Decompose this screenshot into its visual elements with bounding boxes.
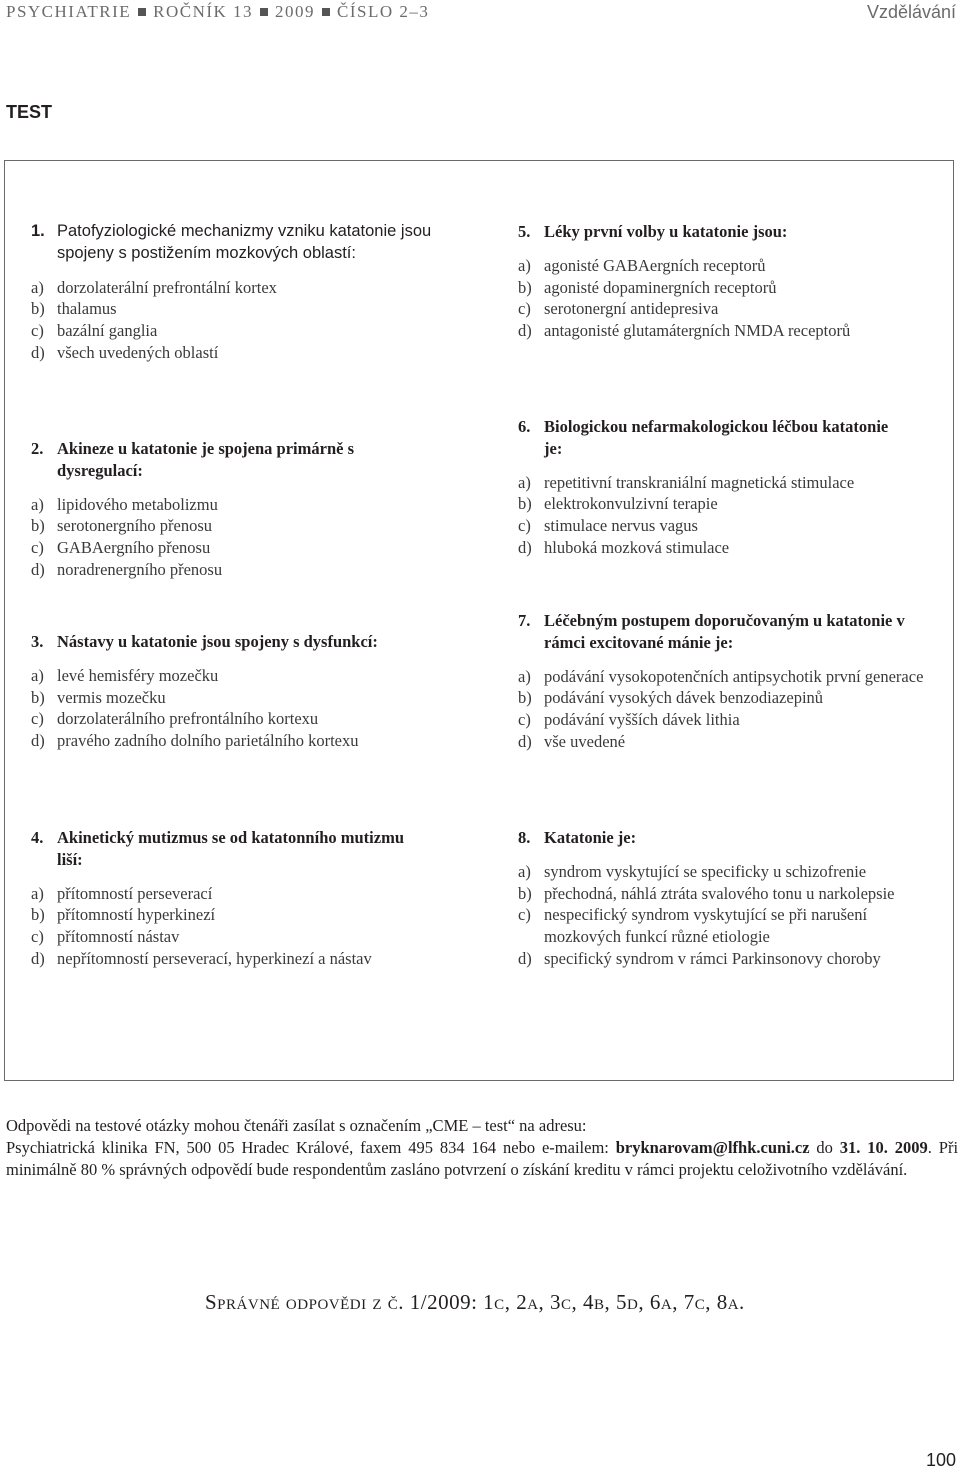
question-text: Akinetický mutizmus se od katatonního mutizmu liší: <box>57 828 404 869</box>
question-number: 2. <box>31 439 44 458</box>
answer-option: c) podávání vyšších dávek lithia <box>518 710 740 730</box>
question-number: 5. <box>518 222 531 241</box>
answer-option: d) specifický syndrom v rámci Parkinsonovy choroby <box>518 948 881 968</box>
page-title: TEST <box>6 102 53 122</box>
answer-option: c) nespecifický syndrom vyskytující se při narušení mozkových funkcí různé etiologie <box>518 905 868 947</box>
answer-option: a) podávání vysokopotenčních antipsychotik první generace <box>518 666 924 686</box>
question-number: 1. <box>31 222 45 240</box>
question-heading <box>518 416 904 460</box>
answer-option: c) bazální ganglia <box>31 321 158 341</box>
answer-option: c) dorzolaterálního prefrontálního kortexu <box>31 709 319 729</box>
question-number: 3. <box>31 632 44 651</box>
question-text: Léky první volby u katatonie jsou: <box>544 222 788 241</box>
answer-option: a) dorzolaterální prefrontální kortex <box>31 277 277 297</box>
question-text: Akineze u katatonie je spojena primárně s dysregulací: <box>57 439 354 480</box>
question-heading <box>31 438 441 482</box>
question-number: 4. <box>31 828 44 847</box>
instructions-body: Psychiatrická klinika FN, 500 05 Hradec Králové, faxem 495 834 164 nebo e-mailem: bryknarovam@lfhk.cuni.cz do 31. 10. 2009. Při minimálně 80 % správných odpovědí bude respondentům zasláno potvrzení o získání kreditu v rámci projektu celoživotního vzdělávání. <box>6 1138 959 1179</box>
answer-option: d) vše uvedené <box>518 731 626 751</box>
question-heading <box>518 827 948 849</box>
answer-option: d) noradrenergního přenosu <box>31 559 223 579</box>
question-5 <box>518 221 948 342</box>
question-heading <box>31 827 417 871</box>
answer-option: b) agonisté dopaminergních receptorů <box>518 277 777 297</box>
contact-email: bryknarovam@lfhk.cuni.cz <box>615 1138 810 1157</box>
journal-name: PSYCHIATRIE <box>6 2 132 21</box>
answer-option: d) nepřítomností perseverací, hyperkinezí a nástav <box>31 948 372 968</box>
square-bullet-icon <box>322 8 330 16</box>
answer-option: a) syndrom vyskytující se specificky u schizofrenie <box>518 861 867 881</box>
answer-option: c) serotonergní antidepresiva <box>518 299 719 319</box>
answer-option: a) repetitivní transkraniální magnetická stimulace <box>518 472 855 492</box>
question-text: Léčebným postupem doporučovaným u katatonie v rámci excitované mánie je: <box>544 611 905 652</box>
answer-option: d) antagonisté glutamátergních NMDA receptorů <box>518 321 851 341</box>
instructions-line-1: Odpovědi na testové otázky mohou čtenáři zasílat s označením „CME – test“ na adresu: <box>6 1116 587 1135</box>
question-number: 8. <box>518 828 531 847</box>
section-name: Vzdělávání <box>866 2 956 22</box>
answer-option: a) agonisté GABAergních receptorů <box>518 255 766 275</box>
question-1 <box>31 221 471 364</box>
answer-option: a) přítomností perseverací <box>31 883 213 903</box>
question-3 <box>31 631 451 752</box>
answer-option: d) pravého zadního dolního parietálního kortexu <box>31 731 359 751</box>
correct-answers: Správné odpovědi z č. 1/2009: 1c, 2a, 3c, 4b, 5d, 6a, 7c, 8a. <box>205 1290 745 1314</box>
question-4 <box>31 827 431 970</box>
answer-option: a) levé hemisféry mozečku <box>31 665 219 685</box>
question-8 <box>518 827 948 970</box>
deadline-date: 31. 10. 2009 <box>839 1138 928 1157</box>
answer-option: b) přítomností hyperkinezí <box>31 905 216 925</box>
answer-option: c) GABAergního přenosu <box>31 538 211 558</box>
question-6 <box>518 416 948 559</box>
answer-option: b) podávání vysokých dávek benzodiazepinů <box>518 688 824 708</box>
submission-instructions <box>6 1115 958 1181</box>
answer-option: b) elektrokonvulzivní terapie <box>518 494 718 514</box>
answer-option: b) přechodná, náhlá ztráta svalového tonu u narkolepsie <box>518 883 895 903</box>
volume: ROČNÍK 13 <box>153 2 254 21</box>
square-bullet-icon <box>260 8 268 16</box>
square-bullet-icon <box>138 8 146 16</box>
year: 2009 <box>275 2 316 21</box>
question-heading <box>518 610 924 654</box>
running-header <box>6 2 429 22</box>
question-heading <box>518 221 948 243</box>
answer-option: b) thalamus <box>31 299 117 319</box>
answer-option: d) hluboká mozková stimulace <box>518 537 730 557</box>
answer-option: b) serotonergního přenosu <box>31 516 213 536</box>
question-text: Katatonie je: <box>544 828 637 847</box>
question-heading <box>31 221 471 265</box>
answer-option: b) vermis mozečku <box>31 687 166 707</box>
question-number: 7. <box>518 611 531 630</box>
question-text: Biologickou nefarmakologickou léčbou katatonie je: <box>544 417 889 458</box>
answer-option: a) lipidového metabolizmu <box>31 494 218 514</box>
answer-option: c) stimulace nervus vagus <box>518 516 698 536</box>
question-number: 6. <box>518 417 531 436</box>
question-2 <box>31 438 441 581</box>
question-heading <box>31 631 451 653</box>
page-number: 100 <box>925 1450 956 1470</box>
question-text: Nástavy u katatonie jsou spojeny s dysfunkcí: <box>57 632 378 651</box>
answer-option: c) přítomností nástav <box>31 927 180 947</box>
answer-option: d) všech uvedených oblastí <box>31 342 219 362</box>
issue: ČÍSLO 2–3 <box>337 2 430 21</box>
question-text: Patofyziologické mechanizmy vzniku katatonie jsou spojeny s postižením mozkových oblastí: <box>57 222 432 262</box>
question-7 <box>518 610 948 753</box>
